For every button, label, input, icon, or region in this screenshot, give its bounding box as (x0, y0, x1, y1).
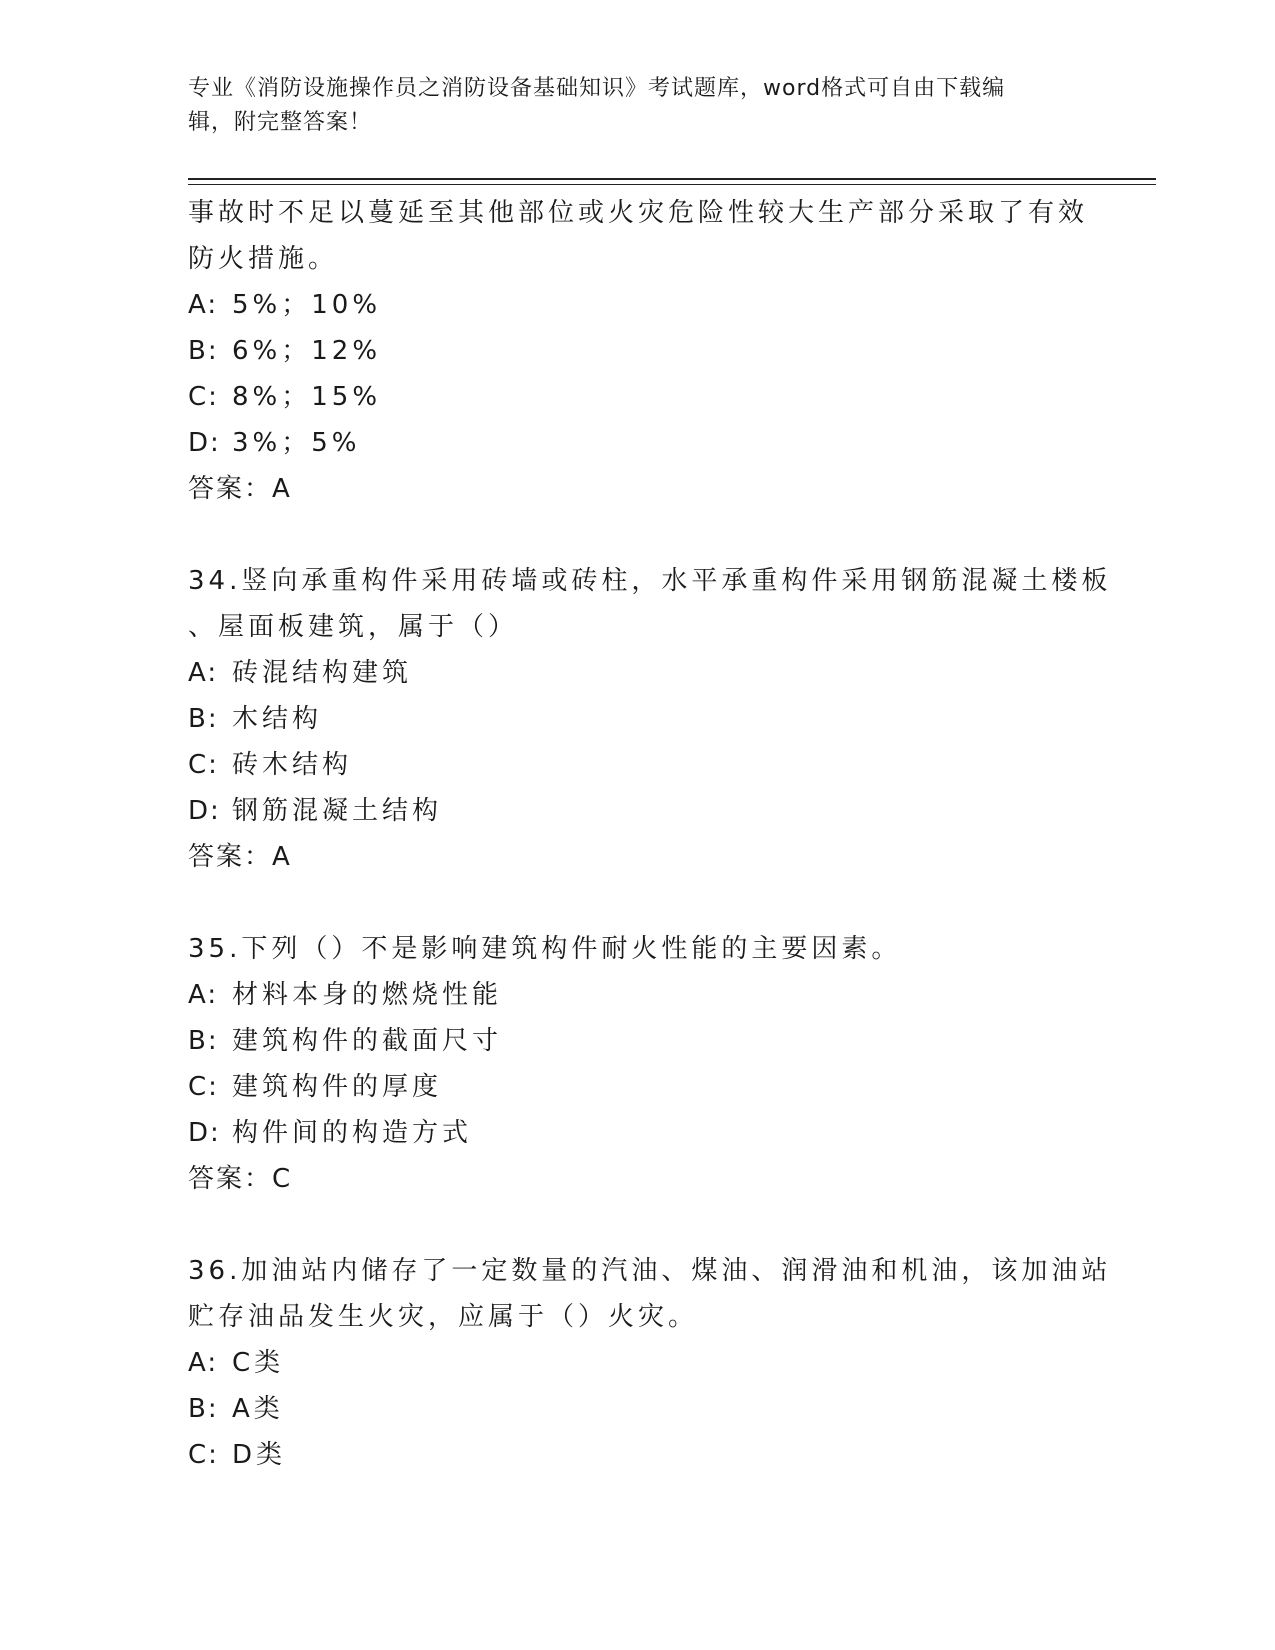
option-label: B: (188, 704, 219, 734)
question-stem-line: 、屋面板建筑，属于（） (188, 612, 519, 642)
question-content (188, 190, 1112, 1478)
answer-line: 答案：C (188, 1164, 293, 1194)
option-text: 8%；15% (232, 382, 382, 412)
option-b (188, 1386, 1088, 1432)
option-text: 钢筋混凝土结构 (232, 796, 443, 826)
option-text: 建筑构件的厚度 (232, 1072, 443, 1102)
option-c (188, 742, 1088, 788)
option-c (188, 1432, 1088, 1478)
option-text: 材料本身的燃烧性能 (232, 980, 503, 1010)
option-text: 6%；12% (232, 336, 382, 366)
question-stem-line: 36.加油站内储存了一定数量的汽油、煤油、润滑油和机油，该加油站 (188, 1256, 1112, 1286)
option-text: 木结构 (232, 704, 323, 734)
option-label: A: (188, 658, 219, 688)
question-spacer (188, 1202, 1088, 1248)
option-label: D: (188, 796, 221, 826)
question-36 (188, 1248, 1112, 1478)
option-label: A: (188, 290, 219, 320)
option-b (188, 328, 1088, 374)
option-text: 构件间的构造方式 (232, 1118, 473, 1148)
question-stem-line: 35.下列（）不是影响建筑构件耐火性能的主要因素。 (188, 934, 902, 964)
option-label: C: (188, 382, 219, 412)
option-label: A: (188, 980, 219, 1010)
question-stem-line: 34.竖向承重构件采用砖墙或砖柱，水平承重构件采用钢筋混凝土楼板 (188, 566, 1112, 596)
option-text: 砖木结构 (232, 750, 353, 780)
header-divider-thick (188, 178, 1156, 180)
question-stem-line: 事故时不足以蔓延至其他部位或火灾危险性较大生产部分采取了有效 (188, 198, 1089, 228)
option-label: C: (188, 750, 219, 780)
option-a (188, 650, 1088, 696)
option-text: 建筑构件的截面尺寸 (232, 1026, 503, 1056)
option-label: C: (188, 1440, 219, 1470)
question-35 (188, 926, 1088, 1202)
option-text: 5%；10% (232, 290, 382, 320)
option-label: D: (188, 428, 221, 458)
question-continuation (188, 190, 1088, 512)
answer-line: 答案：A (188, 474, 292, 504)
option-b (188, 696, 1088, 742)
option-text: D类 (232, 1440, 287, 1470)
option-label: A: (188, 1348, 219, 1378)
option-d (188, 420, 1088, 466)
header-note-line-2: 辑，附完整答案！ (188, 110, 373, 135)
option-label: C: (188, 1072, 219, 1102)
document-header-note (188, 72, 1088, 140)
header-divider-thin (188, 184, 1156, 185)
option-label: D: (188, 1118, 221, 1148)
question-spacer (188, 512, 1088, 558)
option-label: B: (188, 1394, 219, 1424)
question-spacer (188, 880, 1088, 926)
option-c (188, 1064, 1088, 1110)
option-a (188, 972, 1088, 1018)
question-stem-line: 贮存油品发生火灾，应属于（）火灾。 (188, 1302, 699, 1332)
option-text: A类 (232, 1394, 284, 1424)
option-label: B: (188, 336, 219, 366)
question-34 (188, 558, 1112, 880)
option-text: 3%；5% (232, 428, 361, 458)
question-stem-line: 防火措施。 (188, 244, 339, 274)
option-a (188, 282, 1088, 328)
option-label: B: (188, 1026, 219, 1056)
option-text: C类 (232, 1348, 285, 1378)
option-d (188, 788, 1088, 834)
option-d (188, 1110, 1088, 1156)
header-note-line-1: 专业《消防设施操作员之消防设备基础知识》考试题库，word格式可自由下载编 (188, 76, 1006, 101)
option-b (188, 1018, 1088, 1064)
answer-line: 答案：A (188, 842, 292, 872)
option-text: 砖混结构建筑 (232, 658, 413, 688)
option-a (188, 1340, 1088, 1386)
option-c (188, 374, 1088, 420)
